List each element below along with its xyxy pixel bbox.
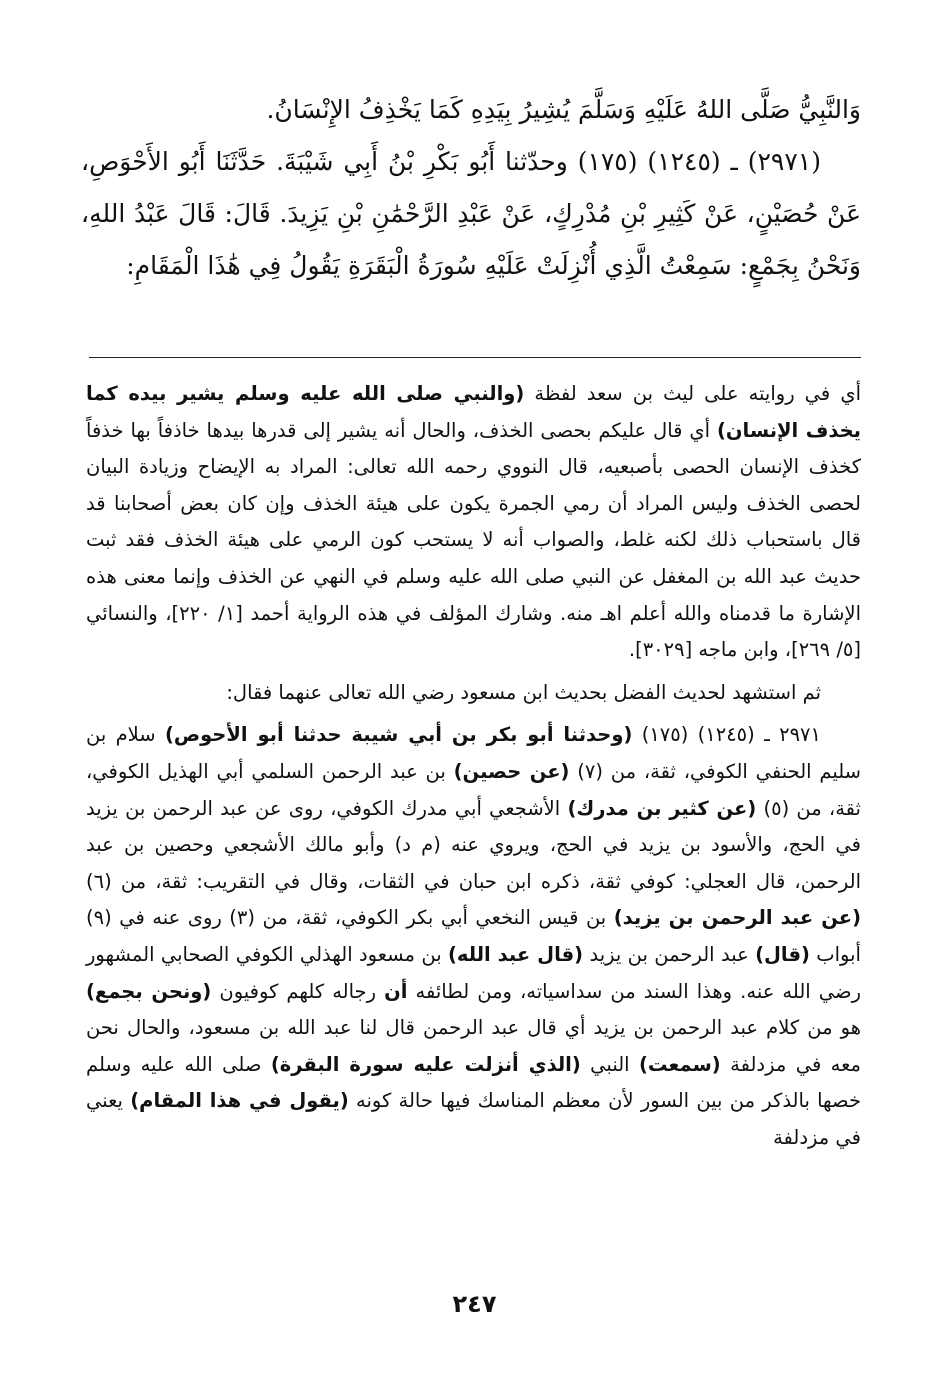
hadith-paragraph-2971: (٢٩٧١) ـ (١٢٤٥) (١٧٥) وحدّثنا أَبُو بَكْرِ بْنُ أَبِي شَيْبَةَ. حَدَّثَنَا أَبُو الأَحْوَصِ، عَنْ حُصَيْنٍ، عَنْ كَثِيرِ بْنِ مُدْرِكٍ، عَنْ عَبْدِ الرَّحْمَٰنِ بْنِ يَزِيدَ. قَالَ: قَالَ عَبْدُ اللهِ، وَنَحْنُ بِجَمْعٍ: سَمِعْتُ الَّذِي أُنْزِلَتْ عَلَيْهِ سُورَةُ الْبَقَرَةِ يَقُولُ فِي هَٰذَا الْمَقَامِ: <box>81 147 861 280</box>
page-number: ٢٤٧ <box>452 1290 497 1318</box>
hadith-line-1: وَالنَّبِيُّ صَلَّى اللهُ عَلَيْهِ وَسَلَّمَ يُشِيرُ بِيَدِهِ كَمَا يَخْذِفُ الإِنْسَانُ. <box>266 95 861 124</box>
commentary-paragraph-2: ثم استشهد لحديث الفضل بحديث ابن مسعود رضي الله تعالى عنهما فقال: <box>226 680 821 704</box>
commentary-paragraph-1: أي في روايته على ليث بن سعد لفظة (والنبي صلى الله عليه وسلم يشير بيده كما يخذف الإنسان) أي قال عليكم بحصى الخذف، والحال أنه يشير إلى قدرها بيدها خاذفاً بها خذفاً كخذف الإنسان الحصى بأصبعيه، قال النووي رحمه الله تعالى: المراد به الإيضاح وزيادة البيان لحصى الخذف وليس المراد أن رمي الجمرة يكون على هيئة الخذف وإن كان بعض أصحابنا قد قال باستحباب ذلك لكنه غلط، والصواب أنه لا يستحب كون الرمي على هيئة الخذف فقد ثبت حديث عبد الله بن المغفل عن النبي صلى الله عليه وسلم في النهي عن الخذف وإنما معنى هذه الإشارة ما قدمناه والله أعلم اهـ منه. وشارك المؤلف في هذه الرواية أحمد [١/ ٢٢٠]، والنسائي [٥/ ٢٦٩]، وابن ماجه [٣٠٢٩]. <box>86 382 862 662</box>
commentary-paragraph-3: ٢٩٧١ ـ (١٢٤٥) (١٧٥) (وحدثنا أبو بكر بن أبي شيبة حدثنا أبو الأحوص) سلام بن سليم الحنفي الكوفي، ثقة، من (٧) (عن حصين) بن عبد الرحمن السلمي أبي الهذيل الكوفي، ثقة، من (٥) (عن كثير بن مدرك) الأشجعي أبي مدرك الكوفي، روى عن عبد الرحمن بن يزيد في الحج، والأسود بن يزيد في الحج، ويروي عنه (م د) وأبو مالك الأشجعي وحصين بن عبد الرحمن، قال العجلي: كوفي ثقة، ذكره ابن حبان في الثقات، وقال في التقريب: ثقة، من (٦) (عن عبد الرحمن بن يزيد) بن قيس النخعي أبي بكر الكوفي، ثقة، من (٣) روى عنه في (٩) أبواب (قال) عبد الرحمن بن يزيد (قال عبد الله) بن مسعود الهذلي الكوفي الصحابي المشهور رضي الله عنه. وهذا السند من سداسياته، ومن لطائفه أن رجاله كلهم كوفيون (ونحن بجمع) هو من كلام عبد الرحمن بن يزيد أي قال عبد الرحمن قال لنا عبد الله بن مسعود، والحال نحن معه في مزدلفة (سمعت) النبي (الذي أنزلت عليه سورة البقرة) صلى الله عليه وسلم خصها بالذكر من بين السور لأن معظم المناسك فيها حالة كونه (يقول في هذا المقام) يعني في مزدلفة <box>86 723 862 1149</box>
hadith-text <box>81 84 861 292</box>
commentary-text <box>86 376 861 1156</box>
footnote-divider <box>89 357 861 358</box>
